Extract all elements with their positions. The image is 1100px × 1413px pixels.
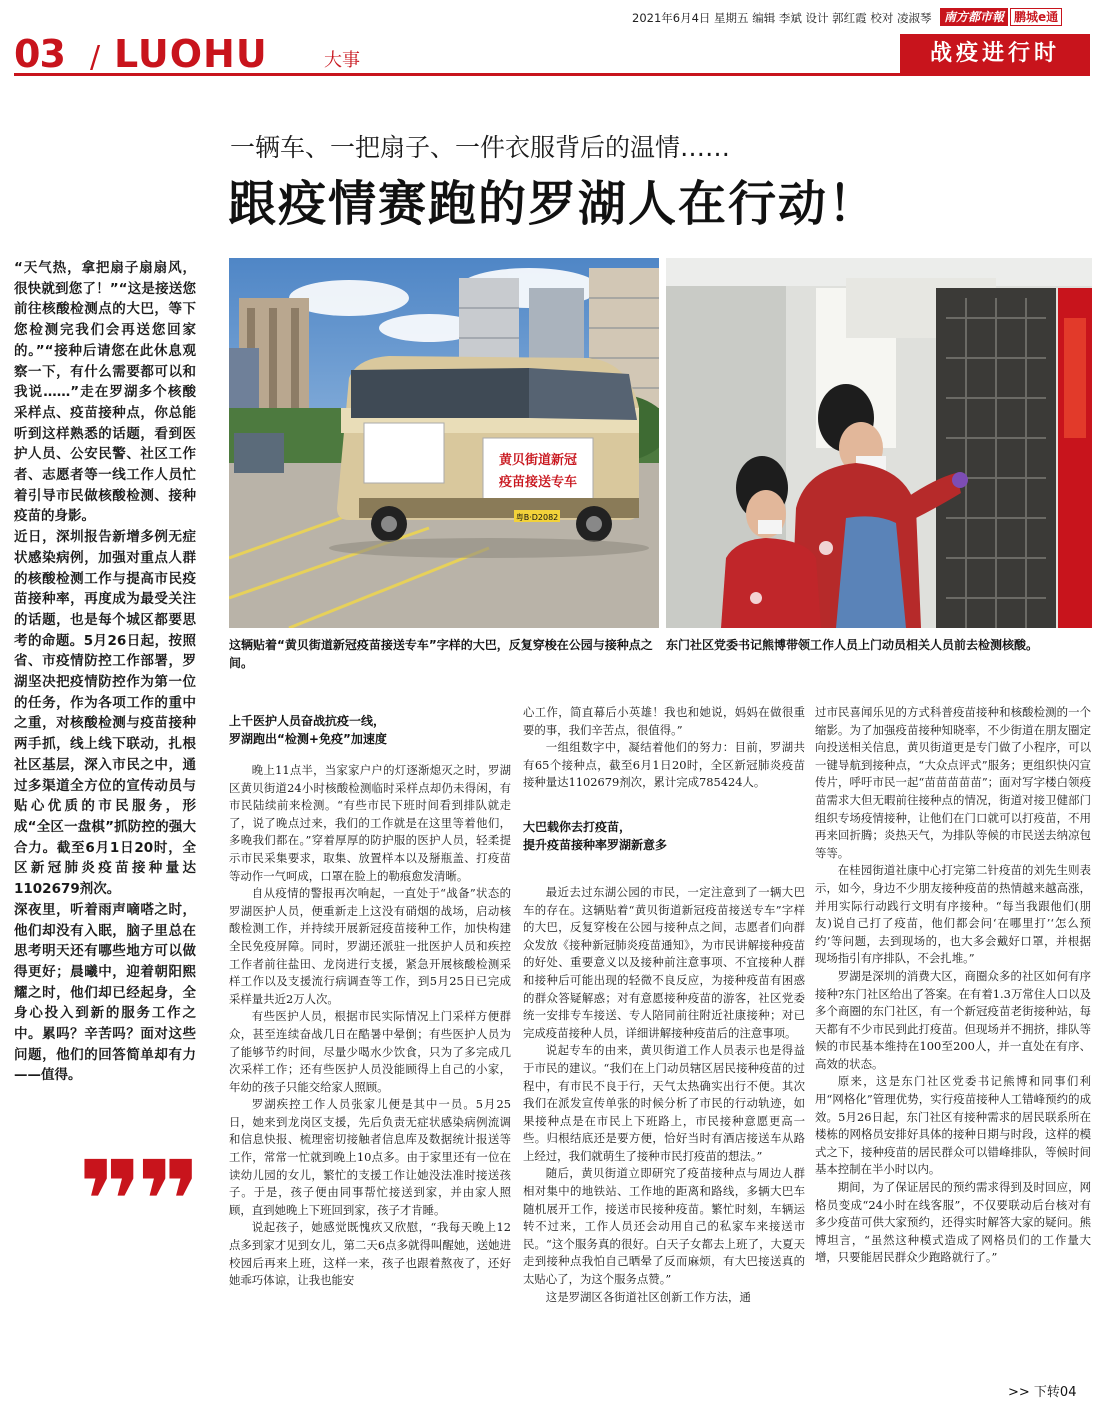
bus-sign-text-2: 疫苗接送专车 <box>498 475 578 490</box>
intro-sidebar <box>14 258 196 1086</box>
article-paragraph: 说起孩子，她感觉既愧疚又欣慰，“我每天晚上12点多到家才见到女儿，第二天6点多就得叫醒她，送她进校园后再来上班，这样一来，孩子也跟着熬夜了，还好她乖巧体谅，让我也能安 <box>229 1220 511 1288</box>
page-number: 03 <box>14 32 65 76</box>
subheading-line: 罗湖跑出“检测+免疫”加速度 <box>229 732 387 746</box>
section-subtitle: 大事 <box>324 50 360 71</box>
intro-paragraph: “天气热，拿把扇子扇扇风，很快就到您了！”“这是接送您前往核酸检测点的大巴，等下您检测完我们会再送您回家的。”“接种后请您在此休息观察一下，有什么需要都可以和我说……”走在罗湖多个核酸采样点、疫苗接种点，你总能听到这样熟悉的话题，看到医护人员、公安民警、社区工作者、志愿者等一线工作人员忙着引导市民做核酸检测、接种疫苗的身影。 <box>14 260 196 525</box>
headline: 跟疫情赛跑的罗湖人在行动！ <box>228 176 879 232</box>
topic-tag: 战疫进行时 <box>900 34 1090 74</box>
subheading-line: 提升疫苗接种率罗湖新意多 <box>523 837 668 852</box>
logo-text-2: 鹏城e通 <box>1010 8 1062 26</box>
continued-link[interactable]: >> 下转04 <box>1008 1385 1077 1400</box>
article-paragraph: 随后，黄贝街道立即研究了疫苗接种点与周边人群相对集中的地铁站、工作地的距离和路线，多辆大巴车随机展开工作，接送市民接种疫苗。繁忙时刻，车辆运转不过来，工作人员还会动用自己的私家车来接送市民。“这个服务真的很好。白天子女都去上班了，大夏天走到接种点我怕自己晒晕了反而麻烦，有大巴接送真的太贴心了，为这个服务点赞。” <box>523 1166 805 1287</box>
subheading-line: 大巴载你去打疫苗， <box>523 819 632 834</box>
section-header <box>14 34 1090 76</box>
article-paragraph: 最近去过东湖公园的市民，一定注意到了一辆大巴车的存在。这辆贴着“黄贝街道新冠疫苗接送专车”字样的大巴，反复穿梭在公园与接种点之间，志愿者们向群众发放《接种新冠肺炎疫苗通知》，为市民讲解接种疫苗的好处、重要意义以及接种前注意事项、不宜接种人群和接种后可能出现的轻微不良反应，为接种疫苗有困惑的群众答疑解惑；对有意愿接种疫苗的游客，社区党委统一安排专车接送、专人陪同前往附近社康接种；对已完成疫苗接种人员，详细讲解接种疫苗后的注意事项。 <box>523 884 805 1040</box>
intro-paragraph: 深夜里，听着雨声嘀嗒之时，他们却没有入眠，脑子里总在思考明天还有哪些地方可以做得更好；晨曦中，迎着朝阳熙耀之时，他们却已经起身，全身心投入到新的服务工作之中。累吗？辛苦吗？面对这些问题，他们的回答简单却有力——值得。 <box>14 901 196 1084</box>
article-paragraph: 有些医护人员，根据市民实际情况上门采样方便群众，甚至连续奋战几日在酷暑中晕倒；有些医护人员为了能够节约时间，尽量少喝水少饮食，只为了多完成几次采样工作；还有些医护人员没能顾得上自己的小家，年幼的孩子只能交给家人照顾。 <box>229 1009 511 1094</box>
newspaper-logo <box>940 8 1090 26</box>
article-paragraph: 这是罗湖区各街道社区创新工作方法，通 <box>545 1289 751 1304</box>
logo-text: 南方都市報 <box>940 8 1008 26</box>
deck-subtitle: 一辆车、一把扇子、一件衣服背后的温情…… <box>230 133 731 162</box>
article-paragraph: 期间，为了保证居民的预约需求得到及时回应，网格员变成“24小时在线客服”，不仅要联动后台核对有多少疫苗可供大家预约，还得实时解答大家的疑问。熊博坦言，“虽然这种模式造成了网格员们的工作量大增，只要能居民群众少跑路就行了。” <box>815 1180 1091 1265</box>
intro-paragraph: 近日，深圳报告新增多例无症状感染病例，加强对重点人群的核酸检测工作与提高市民疫苗接种率，再度成为最受关注的话题，也是每个城区都要思考的命题。5月26日起，按照省、市疫情防控工作部署，罗湖坚决把疫情防控作为第一位的任务，作为各项工作的重中之重，对核酸检测与疫苗接种两手抓，线上线下联动，扎根社区基层，深入市民之中，通过多渠道全方位的宣传动员与贴心优质的市民服务，形成“全区一盘棋”抓防控的强大合力。截至6月1日20时，全区新冠肺炎疫苗接种量达1102679剂次。 <box>14 529 196 898</box>
section-subheading <box>229 712 511 748</box>
article-paragraph: 原来，这是东门社区党委书记熊博和同事们利用“网格化”管理优势，实行疫苗接种人工错峰预约的成效。5月26日起，东门社区有接种需求的居民联系所在楼栋的网格员安排好具体的接种日期与时段，这样的模式之下，接种疫苗的居民群众可以错峰排队，等候时间基本控制在半小时以内。 <box>815 1074 1091 1177</box>
bus-photo <box>229 258 659 628</box>
bus-sign-text: 黄贝街道新冠 <box>498 453 578 468</box>
photo-caption-1: 这辆贴着“黄贝街道新冠疫苗接送专车”字样的大巴，反复穿梭在公园与接种点之间。 <box>229 638 653 670</box>
article-column-3 <box>815 704 1091 1267</box>
bus-plate-text: 粤B·D2082 <box>515 513 559 522</box>
article-paragraph: 罗湖是深圳的消费大区，商圈众多的社区如何有序接种?东门社区给出了答案。在有着1.3万常住人口以及多个商圈的东门社区，有一个新冠疫苗老街接种站，每天都有不少市民到此打疫苗。但现场并不拥挤，排队等候的市民基本维持在100至200人，并一直处在有序、高效的状态。 <box>815 968 1091 1071</box>
section-slash: / <box>90 40 101 75</box>
article-paragraph: 一组组数字中，凝结着他们的努力：目前，罗湖共有65个接种点，截至6月1日20时，全区新冠肺炎疫苗接种量达1102679剂次，累计完成785424人。 <box>523 740 805 790</box>
top-meta: 2021年6月4日 星期五 编辑 李斌 设计 郭红霞 校对 凌淑琴 <box>632 11 932 25</box>
photo-caption-2: 东门社区党委书记熊博带领工作人员上门动员相关人员前去检测核酸。 <box>666 638 1039 652</box>
article-column-1 <box>229 706 511 1290</box>
article-paragraph: 罗湖疾控工作人员张家儿便是其中一员。5月25日，她来到龙岗区支援，先后负责无症状感染病例流调和信息快报、梳理密切接触者信息库及数据统计报送等工作，常常一忙就到晚上10点多。由于家里还有一位在读幼儿园的女儿，繁忙的支援工作让她没法准时接送孩子。于是，孩子便由同事帮忙接送到家，并由家人照顾，直到她晚上下班回到家，孩子才肯睡。 <box>229 1097 511 1217</box>
article-paragraph: 晚上11点半，当家家户户的灯逐渐熄灭之时，罗湖区黄贝街道24小时核酸检测临时采样点却仍未得闲，有市民陆续前来检测。“有些市民下班时间看到排队就走了，说了晚点过来，我们的工作就是在这里等着他们，多晚我们都在。”穿着厚厚的防护服的医护人员，轻柔提示市民采集要求，取集、放置样本以及掰瓶盖、打疫苗等动作一气呵成，口罩在脸上的勒痕愈发清晰。 <box>229 763 511 883</box>
article-paragraph: 在桂园街道社康中心打完第二针疫苗的刘先生则表示，如今，身边不少朋友接种疫苗的热情越来越高涨，并用实际行动践行文明有序接种。“每当我跟他们(朋友)说自己打了疫苗，他们都会问‘在哪里打’‘怎么预约’等问题，去到现场的，也大多会戴好口罩，并根据现场指引有序排队，不会扎堆。” <box>815 863 1091 966</box>
closing-quote-icon: ❞❞ <box>78 1137 196 1265</box>
door-photo <box>666 258 1092 628</box>
article-paragraph: 说起专车的由来，黄贝街道工作人员表示也是得益于市民的建议。“我们在上门动员辖区居民接种疫苗的过程中，有市民不良于行，天气太热确实出行不便。其次我们在派发宣传单张的时候分析了市民的行动轨迹，如果接种点是在市民上下班路上，市民接种意愿更高一些。归根结底还是要方便，恰好当时有酒店接送车从路上经过，我们就萌生了接种市民打疫苗的想法。” <box>523 1043 805 1163</box>
section-subheading <box>523 818 805 854</box>
article-paragraph: 心工作，简直幕后小英雄！我也和她说，妈妈在做很重要的事，我们辛苦点，很值得。” <box>523 705 805 737</box>
article-paragraph: 过市民喜闻乐见的方式科普疫苗接种和核酸检测的一个缩影。为了加强疫苗接种知晓率，不少街道在朋友圈定向投送相关信息，黄贝街道更是专门做了小程序，可以一键导航到接种点，“大众点评式”服务；更组织快闪宣传片，呼吁市民一起“苗苗苗苗苗”；面对写字楼白领疫苗需求大但无暇前往接种点的情况，街道对接卫健部门组织专场疫情接种，让他们在门口就可以打疫苗，不用再来回折腾；炎热天气，为排队等候的市民送去纳凉包等等。 <box>815 705 1091 860</box>
article-paragraph: 自从疫情的警报再次响起，一直处于“战备”状态的罗湖医护人员，便重新走上这没有硝烟的战场，启动核酸检测工作，并持续开展新冠疫苗接种工作，加快构建全民免疫屏障。同时，罗湖还派驻一批医护人员和疾控工作者前往盐田、龙岗进行支援，紧急开展核酸检测采样工作以及支援流行病调查等工作，到5月25日已完成采样量共近2万人次。 <box>229 886 511 1006</box>
article-column-2 <box>523 704 805 1306</box>
section-name: LUOHU <box>114 32 268 76</box>
subheading-line: 上千医护人员奋战抗疫一线， <box>229 714 386 728</box>
